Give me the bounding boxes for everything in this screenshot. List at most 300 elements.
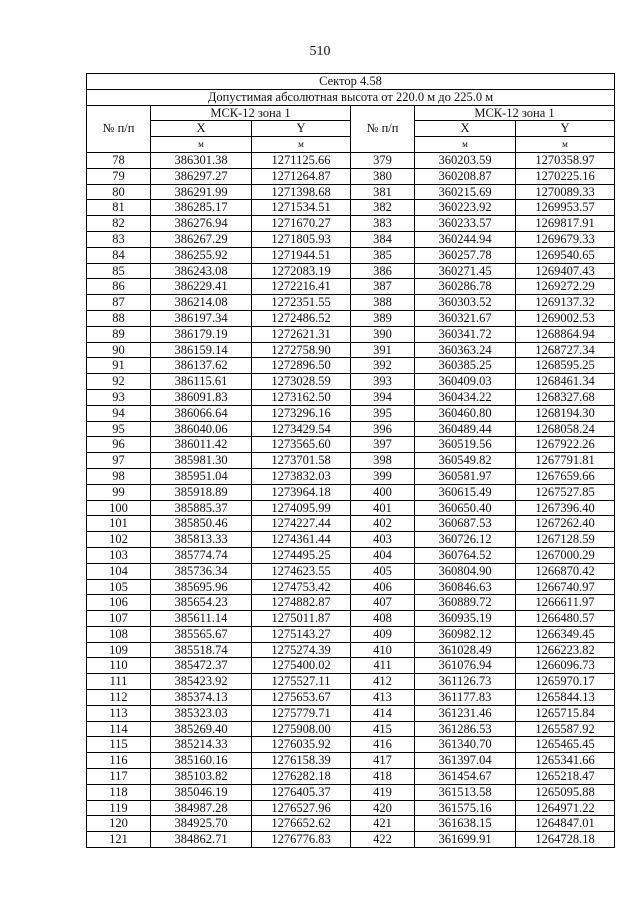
y-value-right: 1267791.81 <box>516 453 615 469</box>
table-row <box>87 421 615 437</box>
y-header-right: Y <box>516 121 615 137</box>
table-row <box>87 295 615 311</box>
x-value-left: 385813.33 <box>151 532 252 548</box>
y-value-left: 1275274.39 <box>252 642 351 658</box>
x-value-left: 385885.37 <box>151 500 252 516</box>
y-value-right: 1265341.66 <box>516 753 615 769</box>
x-value-left: 385774.74 <box>151 547 252 563</box>
point-number-right: 399 <box>351 468 415 484</box>
point-number-left: 88 <box>87 310 151 326</box>
point-number-left: 110 <box>87 658 151 674</box>
point-number-left: 78 <box>87 152 151 168</box>
x-value-left: 386011.42 <box>151 437 252 453</box>
x-value-right: 360615.49 <box>415 484 516 500</box>
x-value-left: 386066.64 <box>151 405 252 421</box>
x-value-left: 386301.38 <box>151 152 252 168</box>
y-value-right: 1265218.47 <box>516 769 615 785</box>
y-value-left: 1272216.41 <box>252 279 351 295</box>
x-value-left: 386159.14 <box>151 342 252 358</box>
point-number-right: 407 <box>351 595 415 611</box>
point-number-right: 392 <box>351 358 415 374</box>
point-number-left: 90 <box>87 342 151 358</box>
x-value-right: 361177.83 <box>415 690 516 706</box>
y-value-left: 1273162.50 <box>252 389 351 405</box>
y-value-left: 1271264.87 <box>252 168 351 184</box>
x-header-left: X <box>151 121 252 137</box>
y-value-right: 1267128.59 <box>516 532 615 548</box>
point-number-left: 115 <box>87 737 151 753</box>
table-row <box>87 453 615 469</box>
table-row <box>87 326 615 342</box>
x-value-right: 360889.72 <box>415 595 516 611</box>
table-row <box>87 216 615 232</box>
point-number-left: 111 <box>87 674 151 690</box>
y-value-right: 1269272.29 <box>516 279 615 295</box>
x-value-left: 384987.28 <box>151 800 252 816</box>
x-value-left: 386243.08 <box>151 263 252 279</box>
table-row <box>87 184 615 200</box>
x-value-right: 360804.90 <box>415 563 516 579</box>
y-value-right: 1268327.68 <box>516 389 615 405</box>
point-number-left: 97 <box>87 453 151 469</box>
x-value-left: 386040.06 <box>151 421 252 437</box>
y-value-right: 1266480.57 <box>516 611 615 627</box>
y-value-left: 1274495.25 <box>252 547 351 563</box>
y-value-right: 1269953.57 <box>516 200 615 216</box>
x-value-right: 361699.91 <box>415 832 516 848</box>
point-number-right: 408 <box>351 611 415 627</box>
y-value-left: 1271398.68 <box>252 184 351 200</box>
x-value-left: 385951.04 <box>151 468 252 484</box>
point-number-left: 117 <box>87 769 151 785</box>
x-value-left: 386214.08 <box>151 295 252 311</box>
point-number-right: 397 <box>351 437 415 453</box>
x-value-right: 360341.72 <box>415 326 516 342</box>
x-value-right: 360385.25 <box>415 358 516 374</box>
x-value-left: 385160.16 <box>151 753 252 769</box>
y-value-left: 1276776.83 <box>252 832 351 848</box>
x-unit-left: м <box>151 137 252 153</box>
x-value-left: 385518.74 <box>151 642 252 658</box>
point-number-right: 394 <box>351 389 415 405</box>
point-number-right: 393 <box>351 374 415 390</box>
point-number-left: 119 <box>87 800 151 816</box>
x-value-right: 360764.52 <box>415 547 516 563</box>
y-value-left: 1273028.59 <box>252 374 351 390</box>
x-value-right: 361454.67 <box>415 769 516 785</box>
point-number-right: 422 <box>351 832 415 848</box>
coordinates-table <box>86 73 615 848</box>
y-value-right: 1266611.97 <box>516 595 615 611</box>
x-value-right: 361076.94 <box>415 658 516 674</box>
table-row <box>87 579 615 595</box>
x-value-left: 385046.19 <box>151 784 252 800</box>
table-row <box>87 468 615 484</box>
x-value-left: 385981.30 <box>151 453 252 469</box>
table-row <box>87 737 615 753</box>
y-value-right: 1266223.82 <box>516 642 615 658</box>
x-value-right: 361575.16 <box>415 800 516 816</box>
table-row <box>87 816 615 832</box>
y-value-right: 1268194.30 <box>516 405 615 421</box>
point-number-right: 382 <box>351 200 415 216</box>
y-value-right: 1269137.32 <box>516 295 615 311</box>
x-value-right: 360409.03 <box>415 374 516 390</box>
y-value-left: 1275143.27 <box>252 626 351 642</box>
point-number-right: 417 <box>351 753 415 769</box>
point-number-left: 91 <box>87 358 151 374</box>
y-value-right: 1265715.84 <box>516 705 615 721</box>
y-value-left: 1276405.37 <box>252 784 351 800</box>
table-row <box>87 152 615 168</box>
point-number-right: 405 <box>351 563 415 579</box>
point-number-right: 415 <box>351 721 415 737</box>
x-unit-right: м <box>415 137 516 153</box>
y-value-left: 1272083.19 <box>252 263 351 279</box>
point-number-right: 385 <box>351 247 415 263</box>
page-number: 510 <box>309 44 331 59</box>
y-value-left: 1273429.54 <box>252 421 351 437</box>
y-value-right: 1268595.25 <box>516 358 615 374</box>
x-value-left: 386255.92 <box>151 247 252 263</box>
point-number-left: 84 <box>87 247 151 263</box>
table-row <box>87 374 615 390</box>
y-value-right: 1266740.97 <box>516 579 615 595</box>
y-value-right: 1267527.85 <box>516 484 615 500</box>
table-row <box>87 674 615 690</box>
x-value-left: 385850.46 <box>151 516 252 532</box>
table-row <box>87 626 615 642</box>
point-number-left: 118 <box>87 784 151 800</box>
point-number-right: 412 <box>351 674 415 690</box>
point-number-left: 99 <box>87 484 151 500</box>
y-value-right: 1270089.33 <box>516 184 615 200</box>
y-unit-right: м <box>516 137 615 153</box>
x-value-left: 386285.17 <box>151 200 252 216</box>
x-value-right: 361126.73 <box>415 674 516 690</box>
x-value-left: 384862.71 <box>151 832 252 848</box>
y-value-left: 1276527.96 <box>252 800 351 816</box>
x-value-left: 385423.92 <box>151 674 252 690</box>
table-row <box>87 358 615 374</box>
y-value-left: 1275400.02 <box>252 658 351 674</box>
y-value-right: 1265970.17 <box>516 674 615 690</box>
table-row <box>87 832 615 848</box>
point-number-left: 86 <box>87 279 151 295</box>
y-value-right: 1265095.88 <box>516 784 615 800</box>
y-value-right: 1269407.43 <box>516 263 615 279</box>
table-row <box>87 279 615 295</box>
x-value-right: 361397.04 <box>415 753 516 769</box>
point-number-right: 413 <box>351 690 415 706</box>
point-number-left: 96 <box>87 437 151 453</box>
point-number-right: 381 <box>351 184 415 200</box>
point-number-left: 79 <box>87 168 151 184</box>
point-number-left: 82 <box>87 216 151 232</box>
x-value-right: 360982.12 <box>415 626 516 642</box>
table-row <box>87 642 615 658</box>
point-number-right: 419 <box>351 784 415 800</box>
x-value-right: 361286.53 <box>415 721 516 737</box>
table-row <box>87 547 615 563</box>
x-value-right: 361638.15 <box>415 816 516 832</box>
y-value-left: 1275653.67 <box>252 690 351 706</box>
point-number-right: 383 <box>351 216 415 232</box>
num-header-left: № п/п <box>87 105 151 152</box>
point-number-right: 380 <box>351 168 415 184</box>
point-number-right: 414 <box>351 705 415 721</box>
header-row-zone <box>87 105 615 121</box>
table-row <box>87 200 615 216</box>
y-value-right: 1267000.29 <box>516 547 615 563</box>
x-value-left: 386137.62 <box>151 358 252 374</box>
point-number-right: 391 <box>351 342 415 358</box>
table-row <box>87 263 615 279</box>
x-value-right: 361028.49 <box>415 642 516 658</box>
x-value-right: 360460.80 <box>415 405 516 421</box>
table-row <box>87 389 615 405</box>
point-number-left: 116 <box>87 753 151 769</box>
y-value-left: 1274623.55 <box>252 563 351 579</box>
point-number-right: 386 <box>351 263 415 279</box>
point-number-right: 379 <box>351 152 415 168</box>
table-row <box>87 563 615 579</box>
y-value-left: 1276035.92 <box>252 737 351 753</box>
point-number-left: 81 <box>87 200 151 216</box>
point-number-left: 112 <box>87 690 151 706</box>
y-value-right: 1264847.01 <box>516 816 615 832</box>
point-number-left: 101 <box>87 516 151 532</box>
x-value-right: 360549.82 <box>415 453 516 469</box>
point-number-right: 404 <box>351 547 415 563</box>
point-number-right: 401 <box>351 500 415 516</box>
y-value-right: 1264728.18 <box>516 832 615 848</box>
point-number-right: 388 <box>351 295 415 311</box>
x-value-left: 385103.82 <box>151 769 252 785</box>
table-row <box>87 516 615 532</box>
y-value-left: 1273964.18 <box>252 484 351 500</box>
x-value-left: 384925.70 <box>151 816 252 832</box>
y-value-left: 1273832.03 <box>252 468 351 484</box>
x-header-right: X <box>415 121 516 137</box>
x-value-right: 360321.67 <box>415 310 516 326</box>
table-row <box>87 342 615 358</box>
x-value-left: 386229.41 <box>151 279 252 295</box>
table-row <box>87 437 615 453</box>
table-row <box>87 247 615 263</box>
point-number-left: 80 <box>87 184 151 200</box>
x-value-right: 360203.59 <box>415 152 516 168</box>
y-value-left: 1271944.51 <box>252 247 351 263</box>
y-value-right: 1267659.66 <box>516 468 615 484</box>
x-value-right: 361340.70 <box>415 737 516 753</box>
y-value-right: 1265844.13 <box>516 690 615 706</box>
table-row <box>87 800 615 816</box>
x-value-right: 360271.45 <box>415 263 516 279</box>
x-value-left: 385374.13 <box>151 690 252 706</box>
sector-title: Сектор 4.58 <box>87 74 615 90</box>
point-number-left: 89 <box>87 326 151 342</box>
y-value-right: 1269002.53 <box>516 310 615 326</box>
y-value-right: 1268058.24 <box>516 421 615 437</box>
x-value-left: 385736.34 <box>151 563 252 579</box>
table-row <box>87 705 615 721</box>
x-value-left: 386297.27 <box>151 168 252 184</box>
y-value-right: 1267396.40 <box>516 500 615 516</box>
x-value-left: 385611.14 <box>151 611 252 627</box>
x-value-right: 361231.46 <box>415 705 516 721</box>
x-value-right: 360935.19 <box>415 611 516 627</box>
x-value-right: 360581.97 <box>415 468 516 484</box>
x-value-left: 386179.19 <box>151 326 252 342</box>
point-number-left: 105 <box>87 579 151 595</box>
y-value-left: 1271670.27 <box>252 216 351 232</box>
x-value-left: 385323.03 <box>151 705 252 721</box>
y-value-left: 1272621.31 <box>252 326 351 342</box>
x-value-right: 360244.94 <box>415 231 516 247</box>
table-row <box>87 595 615 611</box>
y-value-left: 1274753.42 <box>252 579 351 595</box>
point-number-left: 83 <box>87 231 151 247</box>
y-value-right: 1270225.16 <box>516 168 615 184</box>
point-number-left: 104 <box>87 563 151 579</box>
table-row <box>87 753 615 769</box>
y-value-left: 1271805.93 <box>252 231 351 247</box>
point-number-right: 409 <box>351 626 415 642</box>
y-value-right: 1268461.34 <box>516 374 615 390</box>
point-number-left: 85 <box>87 263 151 279</box>
point-number-right: 395 <box>351 405 415 421</box>
point-number-right: 406 <box>351 579 415 595</box>
y-value-left: 1273565.60 <box>252 437 351 453</box>
y-value-left: 1271534.51 <box>252 200 351 216</box>
y-value-left: 1272486.52 <box>252 310 351 326</box>
point-number-left: 113 <box>87 705 151 721</box>
x-value-right: 360726.12 <box>415 532 516 548</box>
table-row <box>87 784 615 800</box>
table-row <box>87 231 615 247</box>
table-row <box>87 484 615 500</box>
point-number-right: 400 <box>351 484 415 500</box>
zone-header-left: МСК-12 зона 1 <box>151 105 351 121</box>
y-value-left: 1275908.00 <box>252 721 351 737</box>
table-row <box>87 310 615 326</box>
x-value-left: 385654.23 <box>151 595 252 611</box>
point-number-left: 98 <box>87 468 151 484</box>
altitude-row <box>87 89 615 105</box>
x-value-right: 360257.78 <box>415 247 516 263</box>
y-value-left: 1276158.39 <box>252 753 351 769</box>
point-number-left: 102 <box>87 532 151 548</box>
y-value-right: 1269817.91 <box>516 216 615 232</box>
x-value-left: 385214.33 <box>151 737 252 753</box>
table-row <box>87 500 615 516</box>
y-value-left: 1276282.18 <box>252 769 351 785</box>
x-value-right: 360434.22 <box>415 389 516 405</box>
x-value-right: 360208.87 <box>415 168 516 184</box>
x-value-left: 385472.37 <box>151 658 252 674</box>
y-value-right: 1269679.33 <box>516 231 615 247</box>
x-value-right: 360846.63 <box>415 579 516 595</box>
point-number-left: 109 <box>87 642 151 658</box>
y-value-left: 1272351.55 <box>252 295 351 311</box>
y-value-left: 1272758.90 <box>252 342 351 358</box>
table-row <box>87 658 615 674</box>
point-number-right: 402 <box>351 516 415 532</box>
point-number-right: 398 <box>351 453 415 469</box>
point-number-left: 100 <box>87 500 151 516</box>
x-value-left: 385565.67 <box>151 626 252 642</box>
table-row <box>87 168 615 184</box>
x-value-right: 360223.92 <box>415 200 516 216</box>
point-number-left: 106 <box>87 595 151 611</box>
point-number-right: 411 <box>351 658 415 674</box>
point-number-right: 403 <box>351 532 415 548</box>
y-value-left: 1273701.58 <box>252 453 351 469</box>
y-value-left: 1276652.62 <box>252 816 351 832</box>
x-value-right: 360303.52 <box>415 295 516 311</box>
point-number-right: 416 <box>351 737 415 753</box>
y-value-left: 1273296.16 <box>252 405 351 421</box>
point-number-left: 120 <box>87 816 151 832</box>
y-value-right: 1268727.34 <box>516 342 615 358</box>
y-value-right: 1270358.97 <box>516 152 615 168</box>
table-row <box>87 405 615 421</box>
x-value-right: 360215.69 <box>415 184 516 200</box>
x-value-right: 360687.53 <box>415 516 516 532</box>
x-value-right: 360650.40 <box>415 500 516 516</box>
x-value-left: 386197.34 <box>151 310 252 326</box>
y-value-right: 1266349.45 <box>516 626 615 642</box>
sector-row <box>87 74 615 90</box>
point-number-left: 92 <box>87 374 151 390</box>
y-value-left: 1274227.44 <box>252 516 351 532</box>
y-value-left: 1275779.71 <box>252 705 351 721</box>
point-number-left: 108 <box>87 626 151 642</box>
y-value-right: 1265587.92 <box>516 721 615 737</box>
point-number-right: 396 <box>351 421 415 437</box>
y-value-right: 1267262.40 <box>516 516 615 532</box>
y-value-right: 1267922.26 <box>516 437 615 453</box>
point-number-right: 418 <box>351 769 415 785</box>
y-value-left: 1274882.87 <box>252 595 351 611</box>
point-number-left: 114 <box>87 721 151 737</box>
point-number-right: 389 <box>351 310 415 326</box>
zone-header-right: МСК-12 зона 1 <box>415 105 615 121</box>
y-value-left: 1275011.87 <box>252 611 351 627</box>
y-value-left: 1271125.66 <box>252 152 351 168</box>
x-value-left: 386276.94 <box>151 216 252 232</box>
x-value-right: 360489.44 <box>415 421 516 437</box>
x-value-left: 386291.99 <box>151 184 252 200</box>
point-number-right: 421 <box>351 816 415 832</box>
altitude-caption: Допустимая абсолютная высота от 220.0 м до 225.0 м <box>87 89 615 105</box>
y-value-left: 1274361.44 <box>252 532 351 548</box>
x-value-left: 385269.40 <box>151 721 252 737</box>
point-number-left: 103 <box>87 547 151 563</box>
num-header-right: № п/п <box>351 105 415 152</box>
x-value-right: 360233.57 <box>415 216 516 232</box>
table-row <box>87 721 615 737</box>
y-value-right: 1269540.65 <box>516 247 615 263</box>
x-value-right: 360286.78 <box>415 279 516 295</box>
point-number-right: 387 <box>351 279 415 295</box>
x-value-left: 386115.61 <box>151 374 252 390</box>
point-number-left: 87 <box>87 295 151 311</box>
y-header-left: Y <box>252 121 351 137</box>
table-row <box>87 532 615 548</box>
point-number-right: 420 <box>351 800 415 816</box>
